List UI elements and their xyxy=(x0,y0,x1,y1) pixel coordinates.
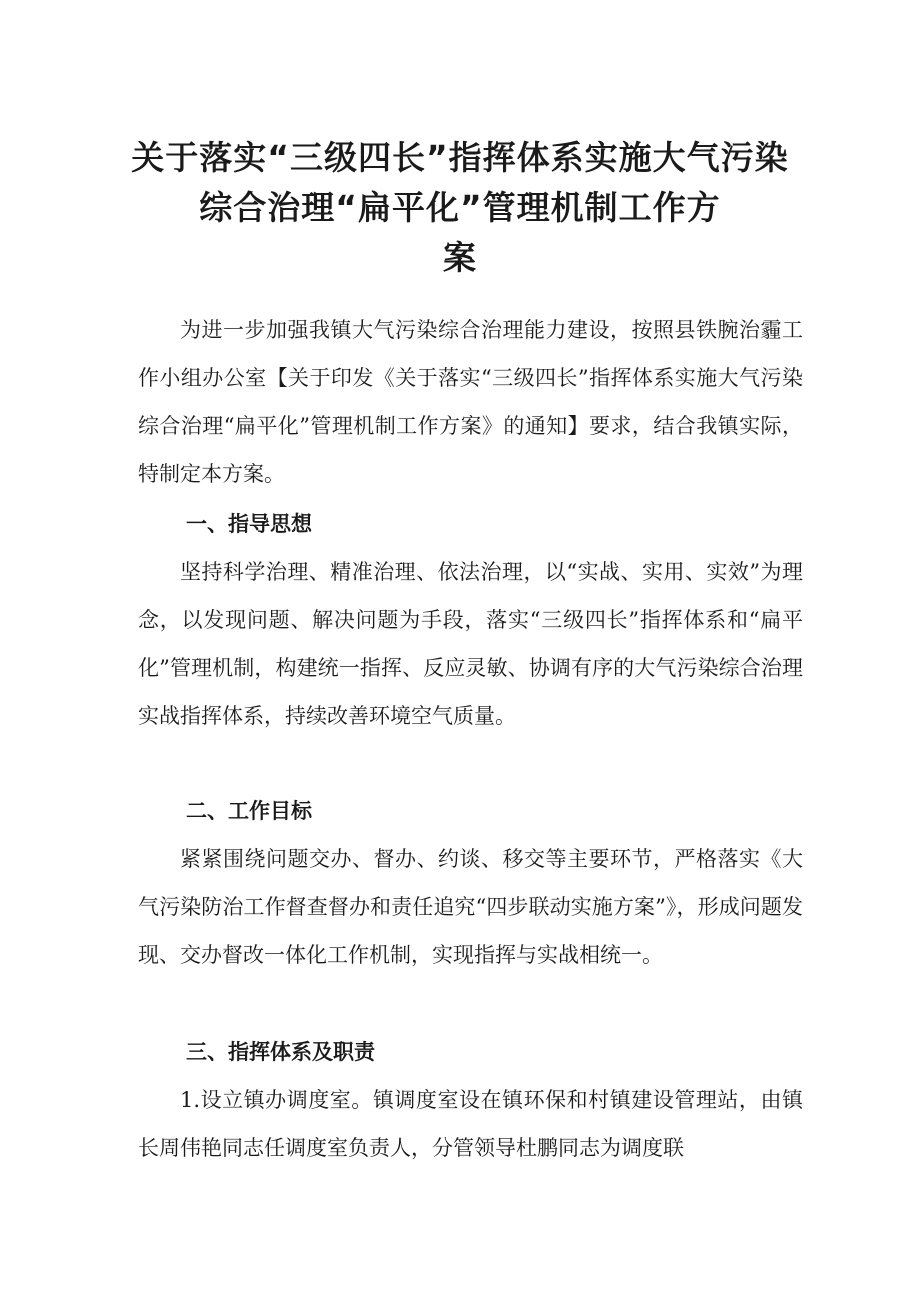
section-heading-command-system: 三、指挥体系及职责 xyxy=(186,1040,375,1064)
intro-paragraph: 为进一步加强我镇大气污染综合治理能力建设，按照县铁腕治霾工作小组办公室【关于印发《关于落实“三级四长”指挥体系实施大气污染综合治理“扁平化”管理机制工作方案》的通知】要求，结合我镇实际，特制定本方案。 xyxy=(138,318,803,486)
document-title-line-1: 关于落实“三级四长”指挥体系实施大气污染 xyxy=(131,138,789,177)
document-title-line-3: 案 xyxy=(443,238,477,277)
section-paragraph-guiding-ideology: 坚持科学治理、精准治理、依法治理，以“实战、实用、实效”为理念，以发现问题、解决问题为手段，落实“三级四长”指挥体系和“扁平化”管理机制，构建统一指挥、反应灵敏、协调有序的大气污染综合治理实战指挥体系，持续改善环境空气质量。 xyxy=(138,560,803,728)
section-heading-work-goals: 二、工作目标 xyxy=(186,799,312,823)
section-paragraph-work-goals: 紧紧围绕问题交办、督办、约谈、移交等主要环节，严格落实《大气污染防治工作督查督办和责任追究“四步联动实施方案”》，形成问题发现、交办督改一体化工作机制，实现指挥与实战相统一。 xyxy=(138,847,803,967)
section-heading-guiding-ideology: 一、指导思想 xyxy=(186,512,312,536)
document-title-line-2: 综合治理“扁平化”管理机制工作方 xyxy=(199,188,721,227)
section-paragraph-command-system: 1.设立镇办调度室。镇调度室设在镇环保和村镇建设管理站，由镇长周伟艳同志任调度室负责人，分管领导杜鹏同志为调度联 xyxy=(138,1088,803,1160)
